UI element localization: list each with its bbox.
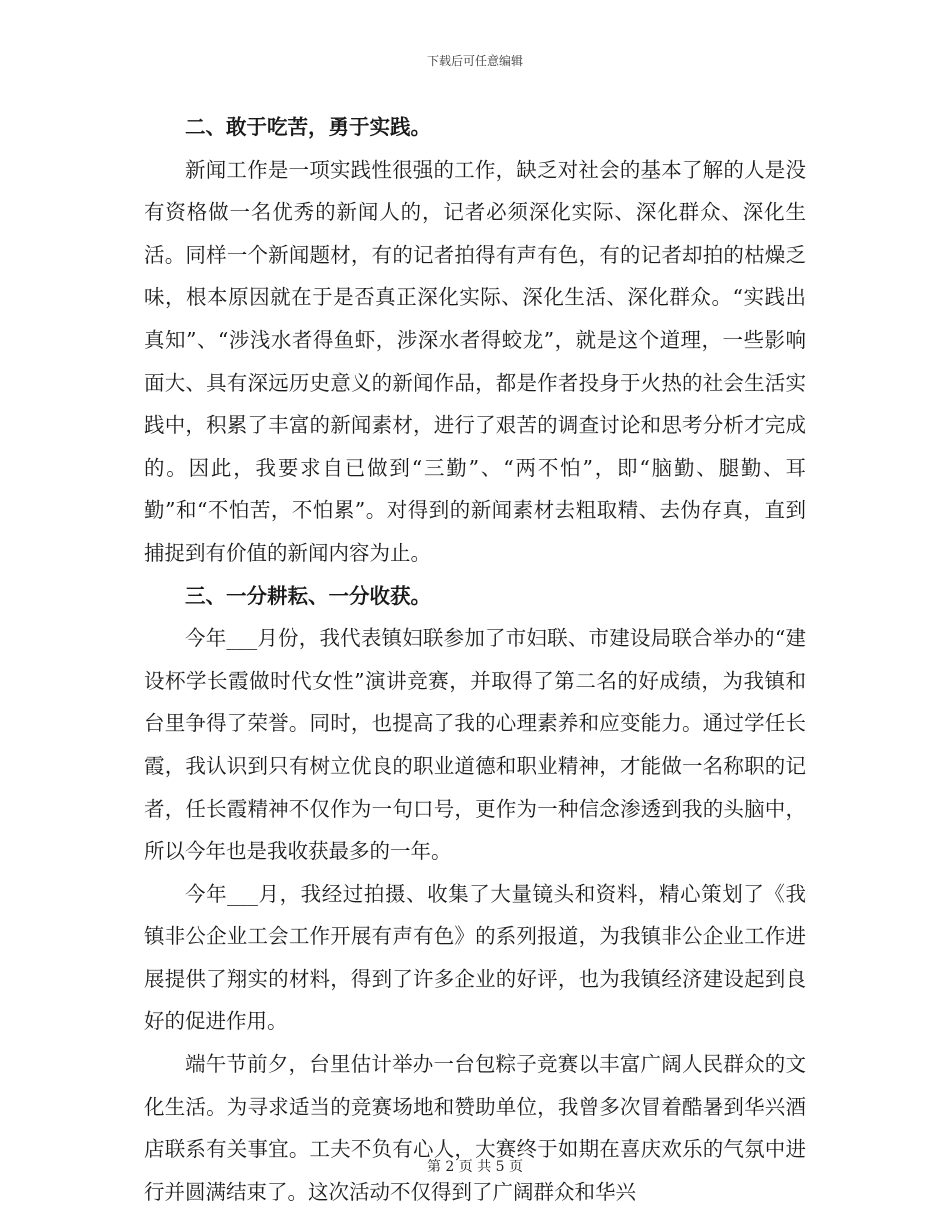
- body-paragraph: 今年___月份，我代表镇妇联参加了市妇联、市建设局联合举办的“建设杯学长霞做时代女性”演讲竞赛，并取得了第二名的好成绩，为我镇和台里争得了荣誉。同时，也提高了我的心理素养和应变能力。通过学任长霞，我认识到只有树立优良的职业道德和职业精神，才能做一名称职的记者，任长霞精神不仅作为一句口号，更作为一种信念渗透到我的头脑中，所以今年也是我收获最多的一年。: [144, 626, 806, 864]
- section-heading: 三、一分耕耘、一分收获。: [185, 583, 431, 608]
- document-body: [144, 106, 806, 1213]
- body-paragraph: 新闻工作是一项实践性很强的工作，缺乏对社会的基本了解的人是没有资格做一名优秀的新闻人的，记者必须深化实际、深化群众、深化生活。同样一个新闻题材，有的记者拍得有声有色，有的记者却拍的枯燥乏味，根本原因就在于是否真正深化实际、深化生活、深化群众。“实践出真知”、“涉浅水者得鱼虾，涉深水者得蛟龙”，就是这个道理，一些影响面大、具有深远历史意义的新闻作品，都是作者投身于火热的社会生活实践中，积累了丰富的新闻素材，进行了艰苦的调查讨论和思考分析才完成的。因此，我要求自已做到“三勤”、“两不怕”，即“脑勤、腿勤、耳勤”和“不怕苦，不怕累”。对得到的新闻素材去粗取精、去伪存真，直到捕捉到有价值的新闻内容为止。: [144, 157, 806, 565]
- page-number: 第 2 页 共 5 页: [426, 1159, 524, 1175]
- header-note: 下载后可任意编辑: [426, 54, 523, 68]
- body-paragraph: 今年___月，我经过拍摄、收集了大量镜头和资料，精心策划了《我镇非公企业工会工作开展有声有色》的系列报道，为我镇非公企业工作进展提供了翔实的材料，得到了许多企业的好评，也为我镇经济建设起到良好的促进作用。: [144, 881, 806, 1034]
- body-paragraph: 端午节前夕，台里估计举办一台包粽子竞赛以丰富广阔人民群众的文化生活。为寻求适当的竞赛场地和赞助单位，我曾多次冒着酷暑到华兴酒店联系有关事宜。工夫不负有心人，大赛终于如期在喜庆欢乐的气氛中进行并圆满结束了。这次活动不仅得到了广阔群众和华兴: [144, 1052, 806, 1204]
- section-heading: 二、敢于吃苦，勇于实践。: [185, 115, 431, 139]
